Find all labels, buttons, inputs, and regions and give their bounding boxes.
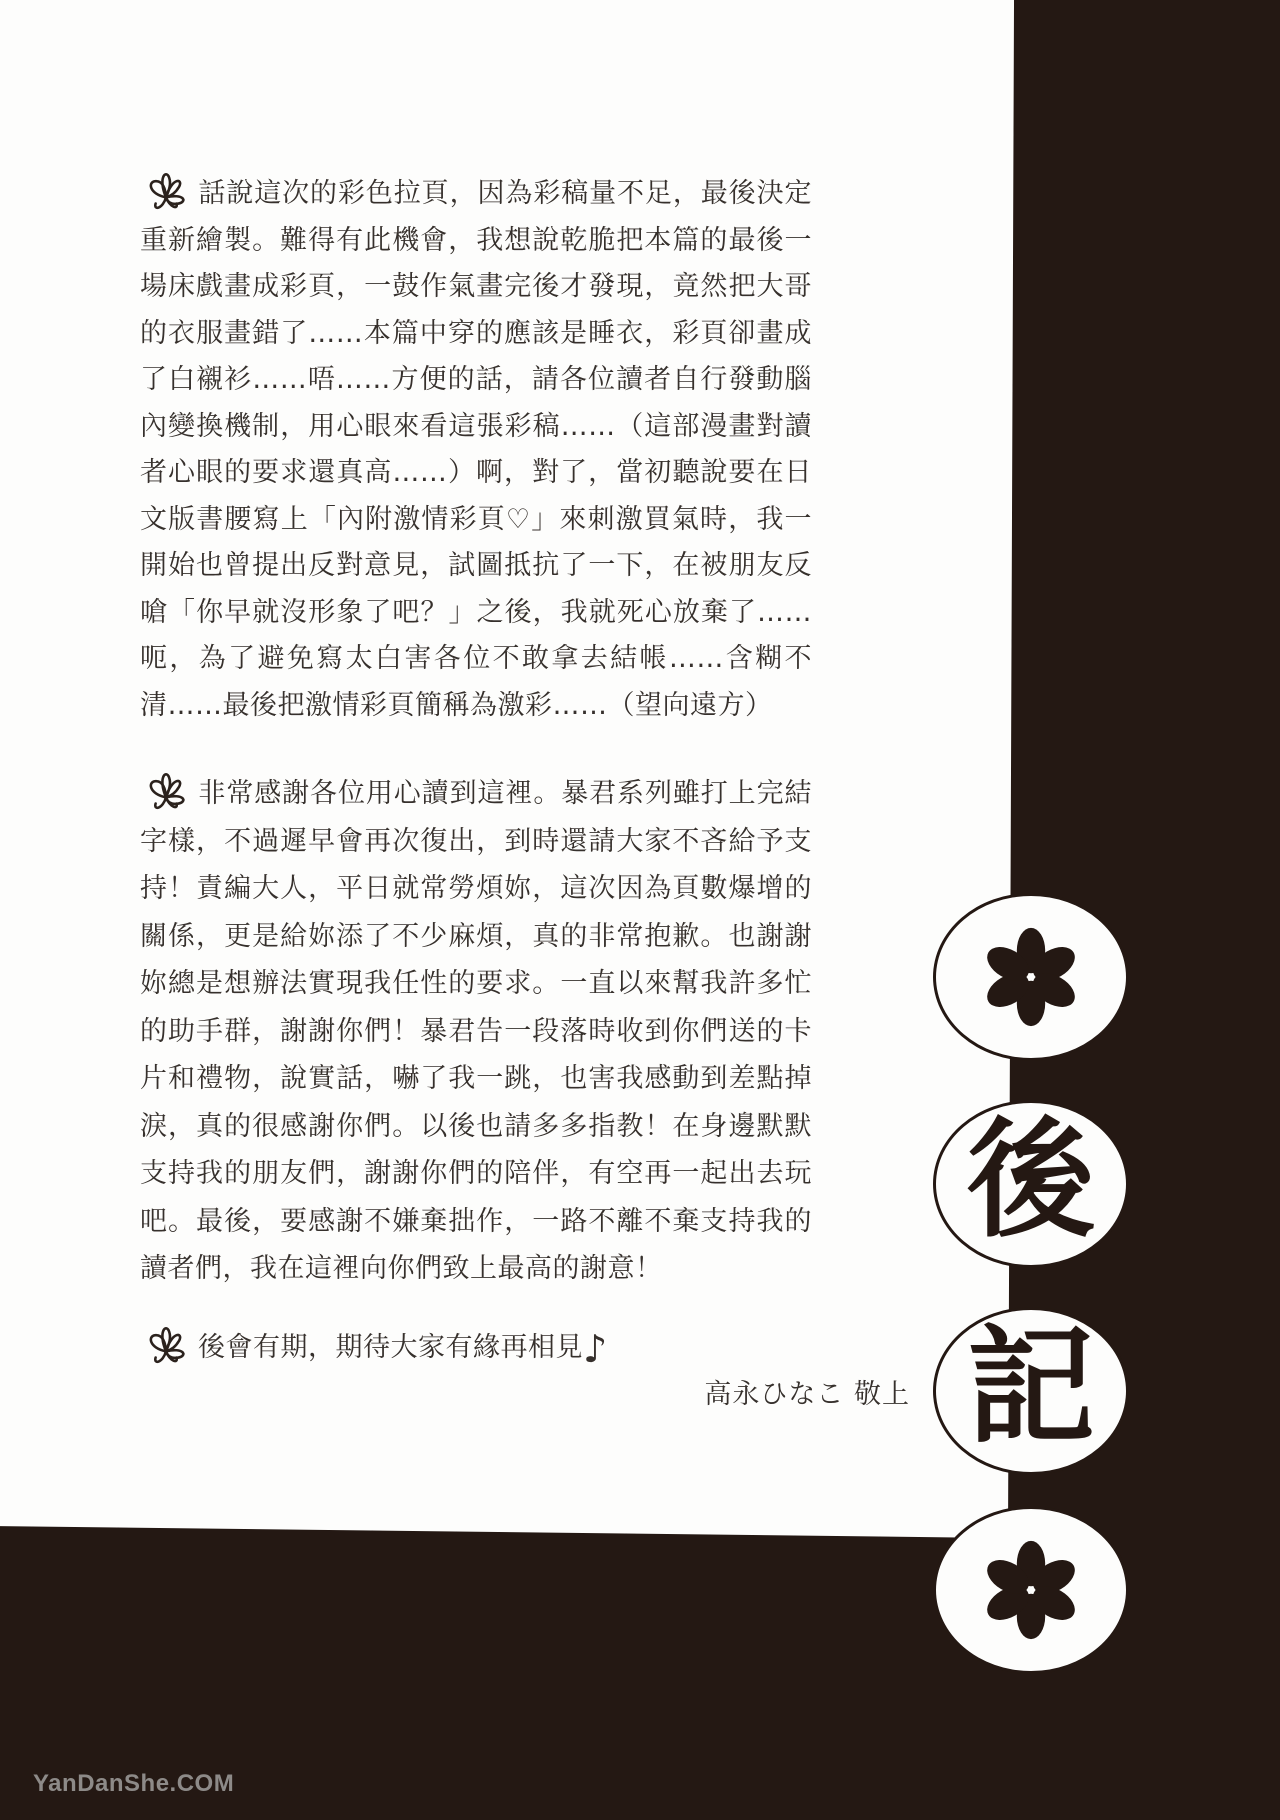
afterword-closing-line [140,1320,812,1372]
side-badge-title-char-1 [933,1100,1129,1268]
paragraph-text: 非常感謝各位用心讀到這裡。暴君系列雖打上完結字樣，不過遲早會再次復出，到時還請大家不吝給予支持！責編大人，平日就常勞煩妳，這次因為頁數爆增的關係，更是給妳添了不少麻煩，真的非常抱歉。也謝謝妳總是想辦法實現我任性的要求。一直以來幫我許多忙的助手群，謝謝你們！暴君告一段落時收到你們送的卡片和禮物，說實話，嚇了我一跳，也害我感動到差點掉淚，真的很感謝你們。以後也請多多指教！在身邊默默支持我的朋友們，謝謝你們的陪伴，有空再一起出去玩吧。最後，要感謝不嫌棄拙作，一路不離不棄支持我的讀者們，我在這裡向你們致上最高的謝意！ [140,778,812,1284]
afterword-paragraph-1 [140,166,812,729]
title-char: 記 [966,1312,1095,1462]
closing-text: 後會有期，期待大家有緣再相見 [198,1332,583,1363]
butterfly-doodle-icon [140,766,192,812]
afterword-paragraph-2 [140,766,812,1293]
flower-icon [979,925,1083,1029]
site-watermark: YanDanShe.COM [33,1770,235,1797]
paragraph-text: 話說這次的彩色拉頁，因為彩稿量不足，最後決定重新繪製。難得有此機會，我想說乾脆把本篇的最後一場床戲畫成彩頁，一鼓作氣畫完後才發現，竟然把大哥的衣服畫錯了……本篇中穿的應該是睡衣，彩頁卻畫成了白襯衫……唔……方便的話，請各位讀者自行發動腦內變換機制，用心眼來看這張彩稿……（這部漫畫對讀者心眼的要求還真高……）啊，對了，當初聽說要在日文版書腰寫上「內附激情彩頁♡」來刺激買氣時，我一開始也曾提出反對意見，試圖抵抗了一下，在被朋友反嗆「你早就沒形象了吧？」之後，我就死心放棄了……呃，為了避免寫太白害各位不敢拿去結帳……含糊不清……最後把激情彩頁簡稱為激彩……（望向遠方） [140,178,812,721]
author-signature: 高永ひなこ 敬上 [704,1379,910,1410]
flower-icon [979,1538,1083,1642]
side-badge-flower-top [933,893,1129,1061]
side-badge-flower-bottom [933,1506,1129,1674]
butterfly-doodle-icon [140,1320,192,1366]
butterfly-doodle-icon [140,166,192,212]
title-char: 後 [966,1105,1095,1255]
side-badge-title-char-2 [933,1307,1129,1475]
music-note-icon: ♪ [583,1327,608,1371]
